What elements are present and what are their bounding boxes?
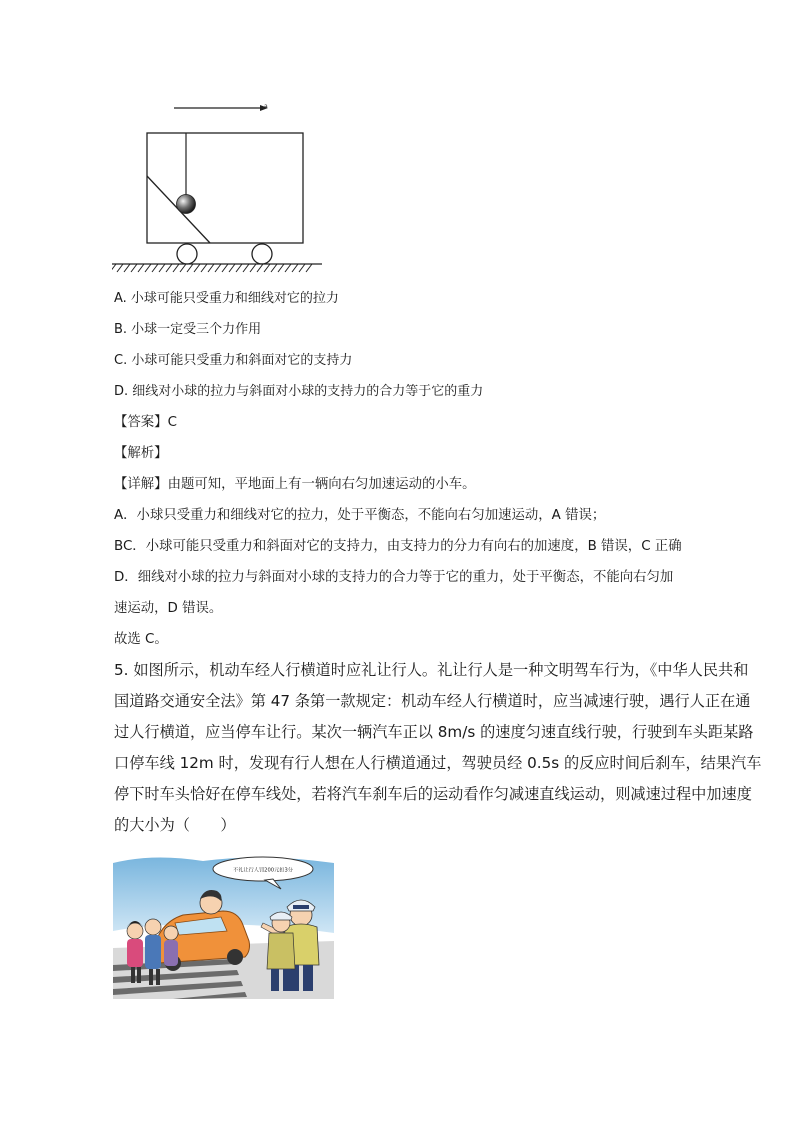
ground-hatching (112, 264, 312, 272)
detail-d-cont: 速运动，D 错误。 (114, 601, 223, 616)
option-d: D. 细线对小球的拉力与斜面对小球的支持力的合力等于它的重力 (114, 384, 484, 399)
answer-line (114, 407, 704, 438)
driver (200, 890, 222, 914)
hatch-line (285, 264, 291, 272)
detail-line (114, 469, 704, 500)
hatch-line (306, 264, 312, 272)
q5-line-1: 5. 如图所示，机动车经人行横道时应礼让行人。礼让行人是一种文明驾车行为，《中华人民共和 (114, 661, 749, 679)
hatch-line (236, 264, 242, 272)
q5-line-3: 过人行横道，应当停车让行。某次一辆汽车正以 8m/s 的速度匀速直线行驶，行驶到车头距某路 (114, 723, 754, 741)
hatch-line (215, 264, 221, 272)
hatch-line (208, 264, 214, 272)
detail-bc: BC．小球可能只受重力和斜面对它的支持力，由支持力的分力有向右的加速度，B 错误，C 正确 (114, 539, 682, 554)
wheel-left (177, 244, 197, 264)
hatch-line (257, 264, 263, 272)
answer-value: C (167, 415, 177, 430)
hatch-line (152, 264, 158, 272)
hatch-line (194, 264, 200, 272)
arrow-label: a (264, 103, 268, 110)
answer-label: 【答案】 (114, 415, 168, 430)
hatch-line (131, 264, 137, 272)
hatch-line (138, 264, 144, 272)
q5-line-6: 的大小为（ ） (114, 816, 236, 834)
option-c: C. 小球可能只受重力和斜面对它的支持力 (114, 353, 353, 368)
hatch-line (299, 264, 305, 272)
crosswalk-cartoon (113, 853, 334, 999)
q5-line-4: 口停车线 12m 时，发现有行人想在人行横道通过，驾驶员经 0.5s 的反应时间后刹车，结果汽车 (114, 754, 762, 772)
detail-d: D．细线对小球的拉力与斜面对小球的支持力的合力等于它的重力，处于平衡态，不能向右匀加 (114, 570, 674, 585)
cart-body (147, 133, 303, 243)
hatch-line (117, 264, 123, 272)
hatch-line (250, 264, 256, 272)
option-b: B. 小球一定受三个力作用 (114, 322, 262, 337)
option-a: A. 小球可能只受重力和细线对它的拉力 (114, 291, 339, 306)
analysis-label: 【解析】 (114, 446, 168, 461)
detail-a: A．小球只受重力和细线对它的拉力，处于平衡态，不能向右匀加速运动，A 错误； (114, 508, 606, 523)
hatch-line (271, 264, 277, 272)
question-5 (114, 655, 761, 841)
hatch-line (292, 264, 298, 272)
speech-bubble-text: 不礼让行人罚200元扣3分 (233, 867, 293, 874)
hatch-line (222, 264, 228, 272)
hatch-line (112, 264, 116, 272)
options-list (114, 283, 704, 655)
hatch-line (124, 264, 130, 272)
wheel-right (252, 244, 272, 264)
detail-label: 【详解】 (114, 477, 168, 492)
hatch-line (201, 264, 207, 272)
hatch-line (264, 264, 270, 272)
q5-line-2: 国道路交通安全法》第 47 条第一款规定：机动车经人行横道时，应当减速行驶，遇行人正在通 (114, 692, 751, 710)
hatch-line (278, 264, 284, 272)
hatch-line (145, 264, 151, 272)
hatch-line (166, 264, 172, 272)
hatch-line (229, 264, 235, 272)
hatch-line (187, 264, 193, 272)
hatch-line (159, 264, 165, 272)
cart-diagram (112, 96, 328, 278)
ball (177, 195, 196, 214)
hatch-line (173, 264, 179, 272)
hatch-line (243, 264, 249, 272)
detail-conclusion: 故选 C。 (114, 632, 168, 647)
crosswalk-cartoon-svg (113, 853, 334, 999)
cart-diagram-svg (112, 96, 328, 278)
detail-intro: 由题可知，平地面上有一辆向右匀加速运动的小车。 (167, 477, 476, 492)
q5-line-5: 停下时车头恰好在停车线处，若将汽车刹车后的运动看作匀减速直线运动，则减速过程中加速度 (114, 785, 752, 803)
hatch-line (180, 264, 186, 272)
